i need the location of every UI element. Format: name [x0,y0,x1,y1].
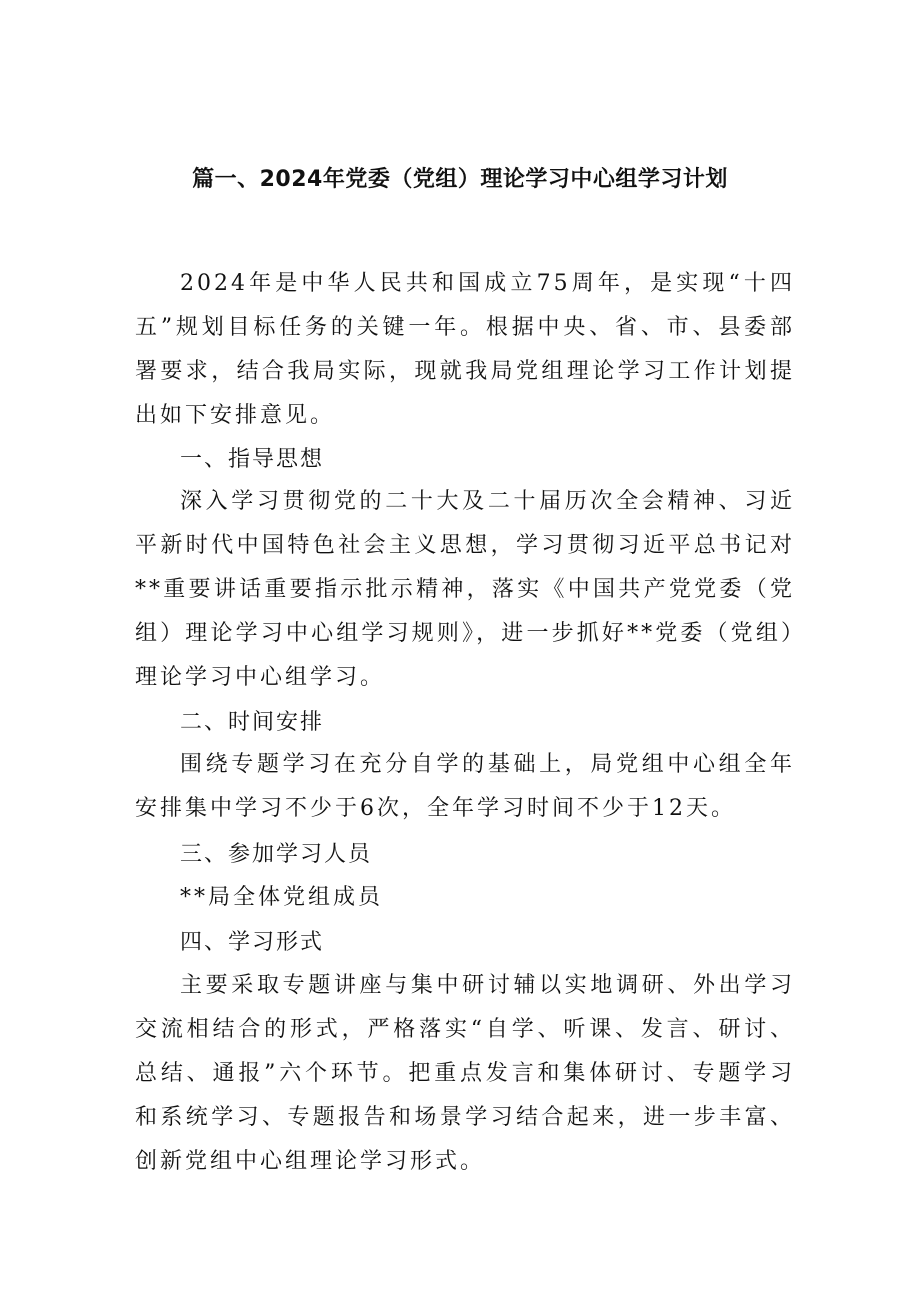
section-text-guiding-ideology: 深入学习贯彻党的二十大及二十届历次全会精神、习近平新时代中国特色社会主义思想，学习贯彻习近平总书记对**重要讲话重要指示批示精神，落实《中国共产党党委（党组）理论学习中心组学习规则》，进一步抓好**党委（党组）理论学习中心组学习。 [135,489,795,690]
section-heading-participants: 三、参加学习人员 [180,842,373,867]
section-heading-study-format: 四、学习形式 [180,930,325,955]
section-text-study-format: 主要采取专题讲座与集中研讨辅以实地调研、外出学习交流相结合的形式，严格落实“自学、听课、发言、研讨、总结、通报”六个环节。把重点发言和集体研讨、专题学习和系统学习、专题报告和场景学习结合起来，进一步丰富、创新党组中心组理论学习形式。 [135,973,795,1174]
section-text-schedule: 围绕专题学习在充分自学的基础上，局党组中心组全年安排集中学习不少于6次，全年学习时间不少于12天。 [135,752,795,821]
intro-paragraph: 2024年是中华人民共和国成立75周年，是实现“十四五”规划目标任务的关键一年。根据中央、省、市、县委部署要求，结合我局实际，现就我局党组理论学习工作计划提出如下安排意见。 [135,271,795,428]
section-heading-guiding-ideology: 一、指导思想 [180,447,325,472]
document-title: 篇一、2024年党委（党组）理论学习中心组学习计划 [192,167,728,192]
section-heading-schedule: 二、时间安排 [180,710,325,735]
section-text-participants: **局全体党组成员 [180,885,384,910]
